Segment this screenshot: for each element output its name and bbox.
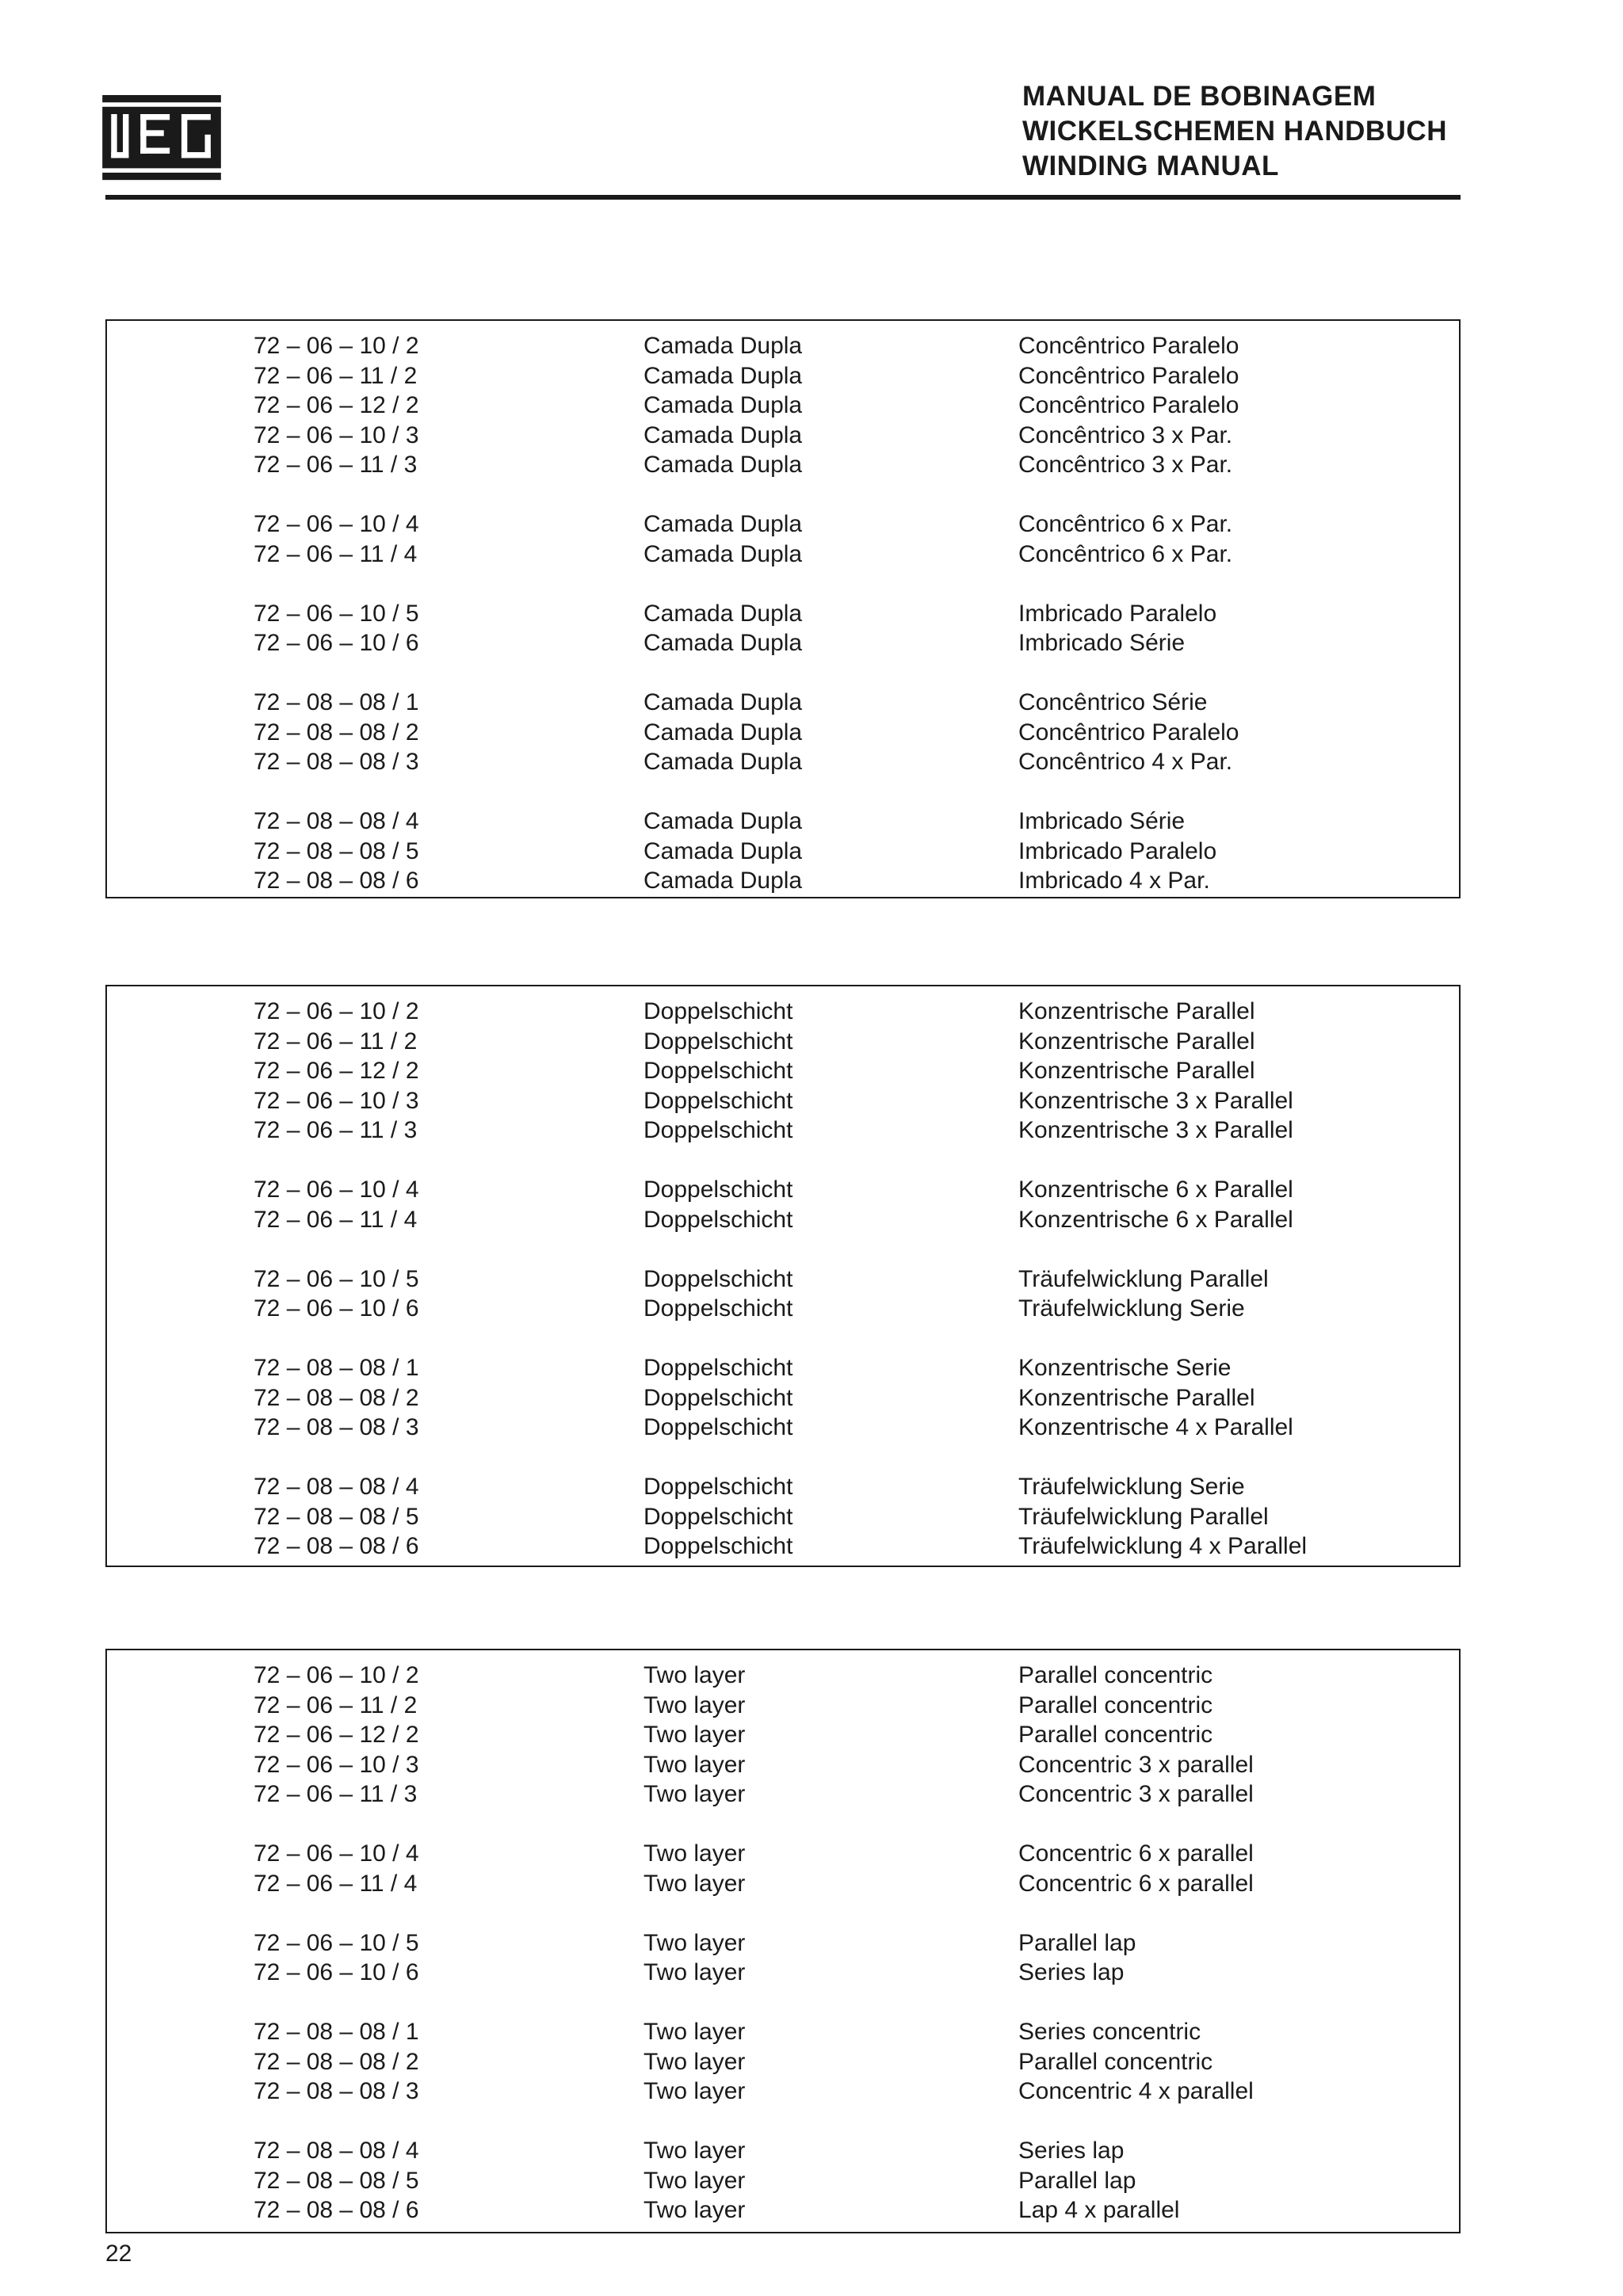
- scheme-code: 72 – 06 – 10 / 5: [254, 1929, 419, 1956]
- table-row: [107, 1502, 1459, 1531]
- table-row: [107, 391, 1459, 420]
- table-row: [107, 1779, 1459, 1809]
- winding-type: Lap 4 x parallel: [1018, 2197, 1180, 2223]
- scheme-code: 72 – 08 – 08 / 2: [254, 719, 419, 746]
- layer-type: Doppelschicht: [643, 998, 793, 1024]
- winding-type: Concentric 6 x parallel: [1018, 1840, 1254, 1867]
- table-row: [107, 997, 1459, 1026]
- scheme-code: 72 – 08 – 08 / 2: [254, 1384, 419, 1411]
- layer-type: Camada Dupla: [643, 362, 803, 389]
- layer-type: Camada Dupla: [643, 600, 803, 627]
- scheme-code: 72 – 06 – 11 / 2: [254, 362, 418, 389]
- winding-table-portuguese: [105, 319, 1461, 898]
- table-row: [107, 1294, 1459, 1323]
- scheme-code: 72 – 06 – 10 / 6: [254, 1959, 419, 1985]
- scheme-code: 72 – 06 – 10 / 6: [254, 630, 419, 656]
- scheme-code: 72 – 06 – 11 / 3: [254, 452, 418, 478]
- table-row: [107, 2017, 1459, 2046]
- scheme-code: 72 – 06 – 10 / 4: [254, 1840, 419, 1867]
- layer-type: Doppelschicht: [643, 1355, 793, 1381]
- scheme-code: 72 – 06 – 10 / 3: [254, 421, 419, 448]
- table-row: [107, 1531, 1459, 1561]
- winding-type: Parallel lap: [1018, 2167, 1136, 2194]
- winding-type: Concêntrico Paralelo: [1018, 392, 1239, 418]
- title-german: WICKELSCHEMEN HANDBUCH: [1022, 116, 1447, 147]
- winding-type: Träufelwicklung Serie: [1018, 1474, 1245, 1500]
- layer-type: Camada Dupla: [643, 452, 803, 478]
- layer-type: Doppelschicht: [643, 1058, 793, 1084]
- scheme-code: 72 – 06 – 11 / 3: [254, 1781, 418, 1807]
- layer-type: Doppelschicht: [643, 1533, 793, 1559]
- layer-type: Camada Dupla: [643, 511, 803, 537]
- layer-type: Two layer: [643, 2167, 746, 2194]
- title-portuguese: MANUAL DE BOBINAGEM: [1022, 81, 1377, 112]
- layer-type: Doppelschicht: [643, 1206, 793, 1233]
- winding-type: Imbricado 4 x Par.: [1018, 868, 1210, 894]
- scheme-code: 72 – 08 – 08 / 5: [254, 2167, 419, 2194]
- scheme-code: 72 – 08 – 08 / 1: [254, 2019, 419, 2045]
- winding-type: Imbricado Paralelo: [1018, 837, 1217, 864]
- scheme-code: 72 – 08 – 08 / 6: [254, 868, 419, 894]
- manual-titles: [1022, 79, 1447, 184]
- winding-type: Parallel lap: [1018, 1929, 1136, 1956]
- winding-type: Träufelwicklung Parallel: [1018, 1265, 1269, 1292]
- table-row: [107, 331, 1459, 360]
- winding-type: Konzentrische Parallel: [1018, 998, 1255, 1024]
- layer-type: Two layer: [643, 2197, 746, 2223]
- scheme-code: 72 – 06 – 12 / 2: [254, 1722, 419, 1748]
- scheme-code: 72 – 06 – 10 / 3: [254, 1751, 419, 1778]
- scheme-code: 72 – 08 – 08 / 2: [254, 2048, 419, 2075]
- winding-type: Concêntrico 6 x Par.: [1018, 511, 1233, 537]
- scheme-code: 72 – 06 – 10 / 5: [254, 1265, 419, 1292]
- table-row: [107, 688, 1459, 717]
- table-row: [107, 2047, 1459, 2077]
- table-row: [107, 747, 1459, 776]
- layer-type: Two layer: [643, 1662, 746, 1688]
- layer-type: Two layer: [643, 1929, 746, 1956]
- winding-type: Concentric 3 x parallel: [1018, 1781, 1254, 1807]
- scheme-code: 72 – 06 – 10 / 5: [254, 600, 419, 627]
- layer-type: Two layer: [643, 1959, 746, 1985]
- table-row: [107, 2166, 1459, 2195]
- layer-type: Doppelschicht: [643, 1384, 793, 1411]
- layer-type: Two layer: [643, 2019, 746, 2045]
- table-row: [107, 450, 1459, 479]
- header-divider: [105, 195, 1461, 200]
- table-row: [107, 509, 1459, 539]
- winding-table-english: [105, 1649, 1461, 2233]
- table-row: [107, 807, 1459, 836]
- scheme-code: 72 – 08 – 08 / 5: [254, 1503, 419, 1530]
- weg-logo: [102, 95, 221, 181]
- scheme-code: 72 – 06 – 11 / 3: [254, 1117, 418, 1143]
- page-number: 22: [105, 2241, 132, 2267]
- winding-type: Concêntrico Paralelo: [1018, 333, 1239, 359]
- winding-type: Träufelwicklung Parallel: [1018, 1503, 1269, 1530]
- table-row: [107, 1750, 1459, 1779]
- winding-type: Concêntrico 6 x Par.: [1018, 540, 1233, 567]
- winding-type: Concêntrico Série: [1018, 689, 1208, 715]
- layer-type: Doppelschicht: [643, 1414, 793, 1440]
- winding-type: Konzentrische Parallel: [1018, 1384, 1255, 1411]
- winding-type: Konzentrische Parallel: [1018, 1028, 1255, 1055]
- layer-type: Two layer: [643, 2048, 746, 2075]
- winding-type: Konzentrische 3 x Parallel: [1018, 1117, 1293, 1143]
- table-row: [107, 540, 1459, 569]
- table-row: [107, 1869, 1459, 1898]
- table-row: [107, 1928, 1459, 1958]
- layer-type: Doppelschicht: [643, 1028, 793, 1055]
- scheme-code: 72 – 06 – 10 / 4: [254, 511, 419, 537]
- winding-type: Parallel concentric: [1018, 1722, 1213, 1748]
- scheme-code: 72 – 06 – 10 / 3: [254, 1087, 419, 1114]
- table-row: [107, 1205, 1459, 1234]
- layer-type: Doppelschicht: [643, 1117, 793, 1143]
- layer-type: Two layer: [643, 1691, 746, 1718]
- winding-type: Konzentrische Parallel: [1018, 1058, 1255, 1084]
- table-row: [107, 1958, 1459, 1987]
- table-row: [107, 1413, 1459, 1442]
- layer-type: Two layer: [643, 1840, 746, 1867]
- scheme-code: 72 – 06 – 11 / 4: [254, 540, 418, 567]
- layer-type: Camada Dupla: [643, 808, 803, 834]
- table-row: [107, 1383, 1459, 1413]
- winding-type: Konzentrische 6 x Parallel: [1018, 1206, 1293, 1233]
- winding-type: Konzentrische 3 x Parallel: [1018, 1087, 1293, 1114]
- table-row: [107, 866, 1459, 895]
- winding-type: Träufelwicklung Serie: [1018, 1295, 1245, 1322]
- table-row: [107, 1056, 1459, 1085]
- scheme-code: 72 – 06 – 11 / 4: [254, 1870, 418, 1897]
- winding-type: Imbricado Série: [1018, 808, 1186, 834]
- winding-type: Concêntrico 4 x Par.: [1018, 749, 1233, 775]
- scheme-code: 72 – 06 – 11 / 4: [254, 1206, 418, 1233]
- scheme-code: 72 – 06 – 10 / 4: [254, 1177, 419, 1203]
- layer-type: Doppelschicht: [643, 1087, 793, 1114]
- winding-type: Series concentric: [1018, 2019, 1201, 2045]
- winding-table-german: [105, 985, 1461, 1567]
- winding-type: Series lap: [1018, 2138, 1125, 2164]
- scheme-code: 72 – 08 – 08 / 4: [254, 1474, 419, 1500]
- scheme-code: 72 – 08 – 08 / 3: [254, 2078, 419, 2104]
- winding-type: Konzentrische 4 x Parallel: [1018, 1414, 1293, 1440]
- scheme-code: 72 – 08 – 08 / 4: [254, 2138, 419, 2164]
- table-row: [107, 1086, 1459, 1116]
- winding-type: Parallel concentric: [1018, 1691, 1213, 1718]
- winding-type: Träufelwicklung 4 x Parallel: [1018, 1533, 1308, 1559]
- table-row: [107, 628, 1459, 658]
- winding-type: Concêntrico 3 x Par.: [1018, 452, 1233, 478]
- winding-type: Konzentrische Serie: [1018, 1355, 1232, 1381]
- scheme-code: 72 – 06 – 11 / 2: [254, 1028, 418, 1055]
- winding-type: Konzentrische 6 x Parallel: [1018, 1177, 1293, 1203]
- winding-type: Imbricado Paralelo: [1018, 600, 1217, 627]
- scheme-code: 72 – 08 – 08 / 1: [254, 689, 419, 715]
- table-row: [107, 1720, 1459, 1749]
- layer-type: Camada Dupla: [643, 868, 803, 894]
- table-row: [107, 1661, 1459, 1690]
- winding-type: Series lap: [1018, 1959, 1125, 1985]
- table-row: [107, 421, 1459, 450]
- winding-type: Concentric 6 x parallel: [1018, 1870, 1254, 1897]
- layer-type: Camada Dupla: [643, 630, 803, 656]
- scheme-code: 72 – 06 – 10 / 6: [254, 1295, 419, 1322]
- table-row: [107, 1116, 1459, 1145]
- table-row: [107, 718, 1459, 747]
- table-row: [107, 361, 1459, 391]
- table-row: [107, 2077, 1459, 2106]
- scheme-code: 72 – 06 – 10 / 2: [254, 333, 419, 359]
- table-row: [107, 1353, 1459, 1383]
- layer-type: Camada Dupla: [643, 837, 803, 864]
- scheme-code: 72 – 08 – 08 / 3: [254, 1414, 419, 1440]
- winding-type: Concêntrico 3 x Par.: [1018, 421, 1233, 448]
- scheme-code: 72 – 06 – 10 / 2: [254, 1662, 419, 1688]
- table-row: [107, 599, 1459, 628]
- scheme-code: 72 – 08 – 08 / 4: [254, 808, 419, 834]
- winding-type: Parallel concentric: [1018, 1662, 1213, 1688]
- layer-type: Doppelschicht: [643, 1265, 793, 1292]
- scheme-code: 72 – 06 – 10 / 2: [254, 998, 419, 1024]
- winding-type: Concentric 3 x parallel: [1018, 1751, 1254, 1778]
- table-row: [107, 1027, 1459, 1056]
- layer-type: Two layer: [643, 1751, 746, 1778]
- layer-type: Doppelschicht: [643, 1177, 793, 1203]
- scheme-code: 72 – 08 – 08 / 1: [254, 1355, 419, 1381]
- winding-type: Concentric 4 x parallel: [1018, 2078, 1254, 2104]
- layer-type: Doppelschicht: [643, 1474, 793, 1500]
- scheme-code: 72 – 08 – 08 / 6: [254, 1533, 419, 1559]
- table-row: [107, 1691, 1459, 1720]
- table-row: [107, 837, 1459, 866]
- winding-type: Imbricado Série: [1018, 630, 1186, 656]
- scheme-code: 72 – 06 – 11 / 2: [254, 1691, 418, 1718]
- layer-type: Doppelschicht: [643, 1295, 793, 1322]
- layer-type: Doppelschicht: [643, 1503, 793, 1530]
- layer-type: Two layer: [643, 1722, 746, 1748]
- winding-type: Concêntrico Paralelo: [1018, 719, 1239, 746]
- title-english: WINDING MANUAL: [1022, 151, 1279, 181]
- layer-type: Camada Dupla: [643, 392, 803, 418]
- table-row: [107, 1472, 1459, 1501]
- table-row: [107, 2195, 1459, 2225]
- layer-type: Camada Dupla: [643, 749, 803, 775]
- layer-type: Camada Dupla: [643, 689, 803, 715]
- layer-type: Two layer: [643, 2138, 746, 2164]
- scheme-code: 72 – 06 – 12 / 2: [254, 392, 419, 418]
- layer-type: Two layer: [643, 2078, 746, 2104]
- table-row: [107, 1839, 1459, 1868]
- layer-type: Camada Dupla: [643, 421, 803, 448]
- layer-type: Two layer: [643, 1781, 746, 1807]
- scheme-code: 72 – 08 – 08 / 5: [254, 837, 419, 864]
- layer-type: Camada Dupla: [643, 333, 803, 359]
- layer-type: Camada Dupla: [643, 719, 803, 746]
- scheme-code: 72 – 08 – 08 / 3: [254, 749, 419, 775]
- scheme-code: 72 – 06 – 12 / 2: [254, 1058, 419, 1084]
- winding-type: Parallel concentric: [1018, 2048, 1213, 2075]
- table-row: [107, 1264, 1459, 1294]
- winding-type: Concêntrico Paralelo: [1018, 362, 1239, 389]
- table-row: [107, 2136, 1459, 2165]
- layer-type: Camada Dupla: [643, 540, 803, 567]
- table-row: [107, 1175, 1459, 1204]
- layer-type: Two layer: [643, 1870, 746, 1897]
- scheme-code: 72 – 08 – 08 / 6: [254, 2197, 419, 2223]
